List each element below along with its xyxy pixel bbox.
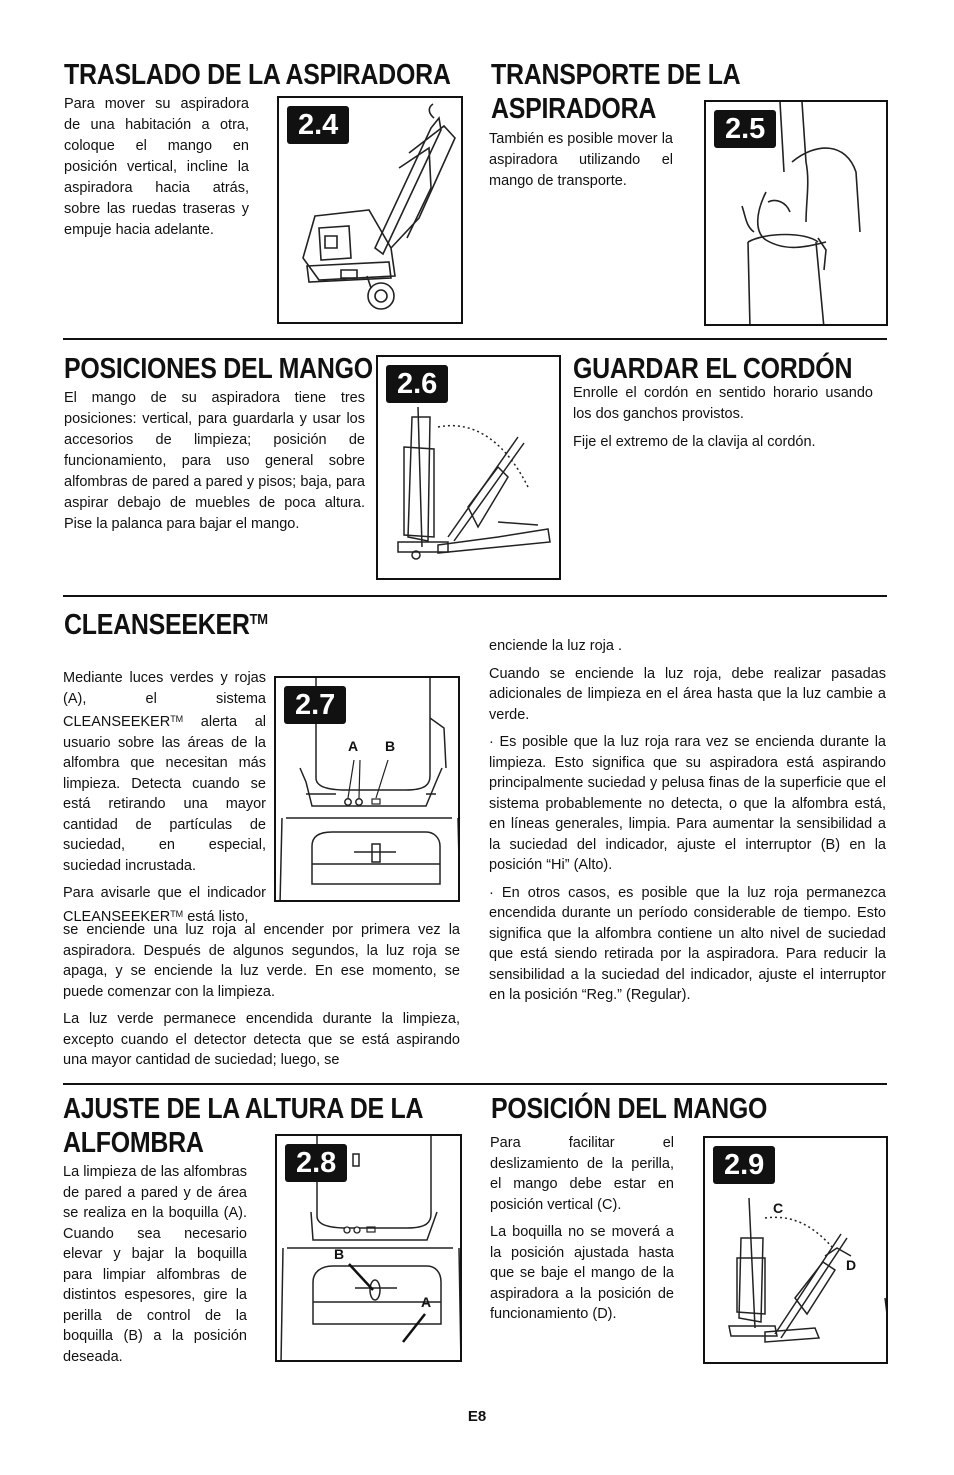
heading-cleanseeker: CLEANSEEKER™ (64, 609, 268, 641)
heading-posicion: POSICIÓN DEL MANGO (491, 1093, 768, 1125)
label-b: B (385, 738, 396, 754)
figure-2-7 (274, 676, 460, 902)
label-c: C (773, 1200, 784, 1216)
posicion-text: Para facilitar el deslizamiento de la perilla, el mango debe estar en posición vertical (C). La boquilla no se moverá a la posición ajustada hasta que se baje el mango de la aspiradora a la posición de funcionamiento (D). (490, 1135, 674, 1322)
label-b: B (334, 1246, 345, 1262)
heading-transporte-line2: ASPIRADORA (491, 93, 657, 125)
section-divider (63, 338, 887, 340)
heading-guardar: GUARDAR EL CORDÓN (573, 353, 853, 385)
posiciones-text: El mango de su aspiradora tiene tres posiciones: vertical, para guardarla y usar los accesorios de limpieza; posición de funcionamiento, para uso general sobre alfombras de pared a pared y pisos; baja, para aspirar debajo de muebles de poca altura. Pise la palanca para bajar el mango. (64, 390, 365, 532)
ajuste-text: La limpieza de las alfombras de pared a pared y de área se realiza en la boquilla (A). Cuando sea necesario elevar y bajar la boquilla para limpiar alfombras de distintos espesores, gire la perilla de control de la boquilla (B) a la posición deseada. (63, 1164, 247, 1365)
figure-2-5 (704, 100, 888, 326)
figure-number-badge: 2.8 (285, 1144, 347, 1182)
figure-number-badge: 2.4 (287, 106, 349, 144)
traslado-text: Para mover su aspiradora de una habitación a otra, coloque el mango en posición vertical, incline la aspiradora hacia atrás, sobre las ruedas traseras y empuje hacia adelante. (64, 96, 249, 238)
page-number: E8 (467, 1408, 487, 1425)
heading-ajuste-line1: AJUSTE DE LA ALTURA DE LA (63, 1093, 424, 1125)
cleanseeker-text-2: se enciende una luz roja al encender por primera vez la aspiradora. Después de algunos segundos, la luz roja se apaga, y se enciende la luz verde. En ese momento, se puede comenzar con la limpieza. La luz verde permanece encendida durante la limpieza, excepto cuando el detector detecta que se está aspirando una mayor cantidad de suciedad; luego, se (63, 922, 460, 1068)
figure-2-8 (275, 1134, 462, 1362)
guardar-text: Enrolle el cordón en sentido horario usando los dos ganchos provistos. Fije el extremo de la clavija al cordón. (573, 385, 873, 450)
label-a: A (421, 1294, 432, 1310)
heading-transporte-line1: TRANSPORTE DE LA (491, 59, 741, 91)
label-a: A (348, 738, 359, 754)
figure-2-9 (703, 1136, 888, 1364)
cleanseeker-right-column: enciende la luz roja . Cuando se enciende la luz roja, debe realizar pasadas adicionales de limpieza en el área hasta que la luz cambie a verde. · Es posible que la luz roja rara vez se encienda durante la limpieza. Esto significa que su aspiradora está aspirando principalmente suciedad y pelusa finas de la superficie que el sistema probablemente no detecta, o que la alfombra está, en líneas generales, limpia. Para aumentar la sensibilidad a la suciedad del indicador, ajuste el interruptor (B) en la posición “Hi” (Alto). · En otros casos, es posible que la luz roja permanezca encendida durante un período considerable de tiempo. Esto significa que la alfombra contiene un alto nivel de suciedad que está siendo retirada por la aspiradora. Para reducir la sensibilidad a la suciedad del indicador, ajuste el interruptor en la posición “Reg.” (Regular). (489, 638, 886, 1003)
cleanseeker-intro: Mediante luces verdes y rojas (A), el sistema CLEANSEEKER™ alerta al usuario sobre las áreas de la alfombra que necesitan más limpieza. Detecta cuando se está retirando una mayor cantidad de partículas de suciedad, en especial, suciedad incrustada. Para avisarle que el indicador CLEANSEEKER™ está listo, (63, 670, 266, 925)
figure-number-badge: 2.6 (386, 365, 448, 403)
figure-2-4 (277, 96, 463, 324)
heading-traslado: TRASLADO DE LA ASPIRADORA (64, 59, 451, 91)
figure-number-badge: 2.5 (714, 110, 776, 148)
figure-number-badge: 2.9 (713, 1146, 775, 1184)
heading-ajuste-line2: ALFOMBRA (63, 1127, 204, 1159)
section-divider (63, 595, 887, 597)
label-d: D (846, 1257, 857, 1273)
section-divider (63, 1083, 887, 1085)
heading-posiciones: POSICIONES DEL MANGO (64, 353, 373, 385)
figure-number-badge: 2.7 (284, 686, 346, 724)
figure-2-6 (376, 355, 561, 580)
transporte-text: También es posible mover la aspiradora utilizando el mango de transporte. (489, 131, 673, 189)
